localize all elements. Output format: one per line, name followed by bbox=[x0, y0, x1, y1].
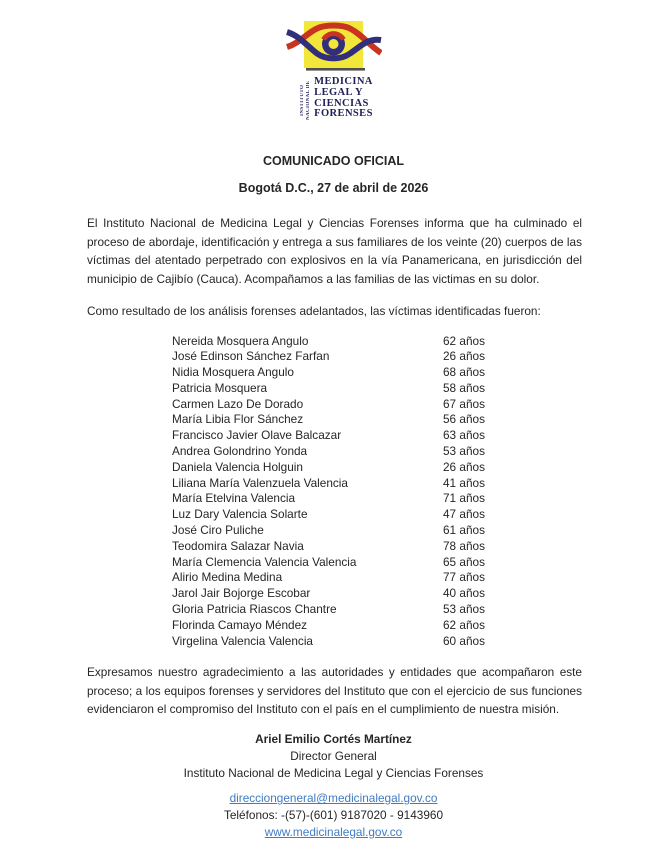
victim-name: Gloria Patricia Riascos Chantre bbox=[172, 602, 337, 617]
victim-row bbox=[172, 412, 582, 428]
victim-age: 60 años bbox=[443, 633, 485, 648]
victim-row bbox=[172, 507, 582, 523]
victim-row bbox=[172, 476, 582, 492]
victim-name: Patricia Mosquera bbox=[172, 380, 268, 395]
victim-age: 67 años bbox=[443, 396, 485, 411]
victim-age: 53 años bbox=[443, 444, 485, 459]
institute-logo bbox=[0, 0, 667, 121]
victim-name: Alirio Medina Medina bbox=[172, 570, 283, 585]
logo-vertical-word: INSTITUTO bbox=[300, 84, 306, 116]
victim-row bbox=[172, 381, 582, 397]
victim-age: 53 años bbox=[443, 602, 485, 617]
signature-block bbox=[0, 731, 667, 781]
logo-wordmark bbox=[300, 77, 373, 121]
logo-line: LEGAL Y bbox=[314, 86, 363, 98]
victim-age: 26 años bbox=[443, 459, 485, 474]
victim-age: 63 años bbox=[443, 428, 485, 443]
document-dateline: Bogotá D.C., 27 de abril de 2026 bbox=[238, 181, 429, 195]
email-link[interactable]: direcciongeneral@medicinalegal.gov.co bbox=[229, 791, 438, 806]
logo-line: CIENCIAS bbox=[314, 97, 369, 109]
victim-age: 47 años bbox=[443, 507, 485, 522]
victim-age: 62 años bbox=[443, 617, 485, 632]
victim-age: 78 años bbox=[443, 538, 485, 553]
victim-row bbox=[172, 634, 582, 650]
victim-name: Virgelina Valencia Valencia bbox=[172, 633, 313, 648]
victim-row bbox=[172, 334, 582, 350]
victim-row bbox=[172, 444, 582, 460]
victim-name: Nidia Mosquera Angulo bbox=[172, 365, 294, 380]
victim-row bbox=[172, 349, 582, 365]
victim-name: Carmen Lazo De Dorado bbox=[172, 396, 304, 411]
victim-age: 71 años bbox=[443, 491, 485, 506]
victim-row bbox=[172, 428, 582, 444]
victim-age: 56 años bbox=[443, 412, 485, 427]
victim-name: Daniela Valencia Holguin bbox=[172, 459, 303, 474]
closing-paragraph: Expresamos nuestro agradecimiento a las autoridades y entidades que acompañaron este proceso; a los equipos forenses y servidores del Instituto que con el ejercicio de sus funciones evidenciaron el compromiso del Instituto con el país en el cumplimiento de nuestra misión. bbox=[87, 665, 582, 717]
victim-row bbox=[172, 570, 582, 586]
victim-name: Nereida Mosquera Angulo bbox=[172, 333, 309, 348]
document-title: COMUNICADO OFICIAL bbox=[263, 154, 404, 168]
victim-age: 65 años bbox=[443, 554, 485, 569]
victim-name: María Etelvina Valencia bbox=[172, 491, 296, 506]
victim-age: 26 años bbox=[443, 349, 485, 364]
victim-name: José Ciro Puliche bbox=[172, 523, 264, 538]
victim-age: 58 años bbox=[443, 380, 485, 395]
victim-name: María Clemencia Valencia Valencia bbox=[172, 554, 357, 569]
victim-row bbox=[172, 618, 582, 634]
victim-age: 62 años bbox=[443, 333, 485, 348]
victim-row bbox=[172, 491, 582, 507]
victim-row bbox=[172, 555, 582, 571]
footer-contact-block bbox=[0, 790, 667, 840]
victim-name: Francisco Javier Olave Balcazar bbox=[172, 428, 342, 443]
victims-list bbox=[172, 334, 582, 650]
victim-name: Jarol Jair Bojorge Escobar bbox=[172, 586, 311, 601]
victim-age: 61 años bbox=[443, 523, 485, 538]
victim-row bbox=[172, 539, 582, 555]
victim-name: María Libia Flor Sánchez bbox=[172, 412, 304, 427]
victim-row bbox=[172, 460, 582, 476]
victim-row bbox=[172, 397, 582, 413]
victim-name: Liliana María Valenzuela Valencia bbox=[172, 475, 348, 490]
logo-line: MEDICINA bbox=[314, 76, 373, 87]
website-link[interactable]: www.medicinalegal.gov.co bbox=[264, 824, 403, 839]
victim-row bbox=[172, 602, 582, 618]
victim-name: Luz Dary Valencia Solarte bbox=[172, 507, 308, 522]
victim-row bbox=[172, 523, 582, 539]
logo-main-text bbox=[314, 77, 373, 120]
list-intro-paragraph: Como resultado de los análisis forenses adelantados, las víctimas identificadas fueron: bbox=[87, 304, 541, 318]
logo-vertical-word: NACIONAL DE bbox=[306, 80, 312, 120]
signatory-organization: Instituto Nacional de Medicina Legal y Ciencias Forenses bbox=[183, 765, 484, 780]
victim-row bbox=[172, 586, 582, 602]
victim-name: Teodomira Salazar Navia bbox=[172, 538, 304, 553]
victim-age: 40 años bbox=[443, 586, 485, 601]
intro-paragraph: El Instituto Nacional de Medicina Legal y Ciencias Forenses informa que ha culminado el proceso de abordaje, identificación y entrega a sus familiares de los veinte (20) cuerpos de las víctimas del atentado perpetrado con explosivos en la vía Panamericana, en jurisdicción del municipio de Cajibío (Cauca). Acompañamos a las familias de las victimas en su dolor. bbox=[87, 216, 582, 286]
victim-name: Florinda Camayo Méndez bbox=[172, 617, 308, 632]
logo-line: FORENSES bbox=[314, 108, 373, 120]
signatory-name: Ariel Emilio Cortés Martínez bbox=[255, 731, 412, 746]
victim-age: 41 años bbox=[443, 475, 485, 490]
victim-name: Andrea Golondrino Yonda bbox=[172, 444, 308, 459]
victim-age: 68 años bbox=[443, 365, 485, 380]
victim-name: José Edinson Sánchez Farfan bbox=[172, 349, 330, 364]
signatory-role: Director General bbox=[290, 748, 377, 763]
phone-numbers: Teléfonos: -(57)-(601) 9187020 - 9143960 bbox=[223, 808, 444, 823]
victim-age: 77 años bbox=[443, 570, 485, 585]
eye-logo-icon bbox=[286, 20, 382, 72]
logo-vertical-text bbox=[300, 79, 311, 121]
victim-row bbox=[172, 365, 582, 381]
